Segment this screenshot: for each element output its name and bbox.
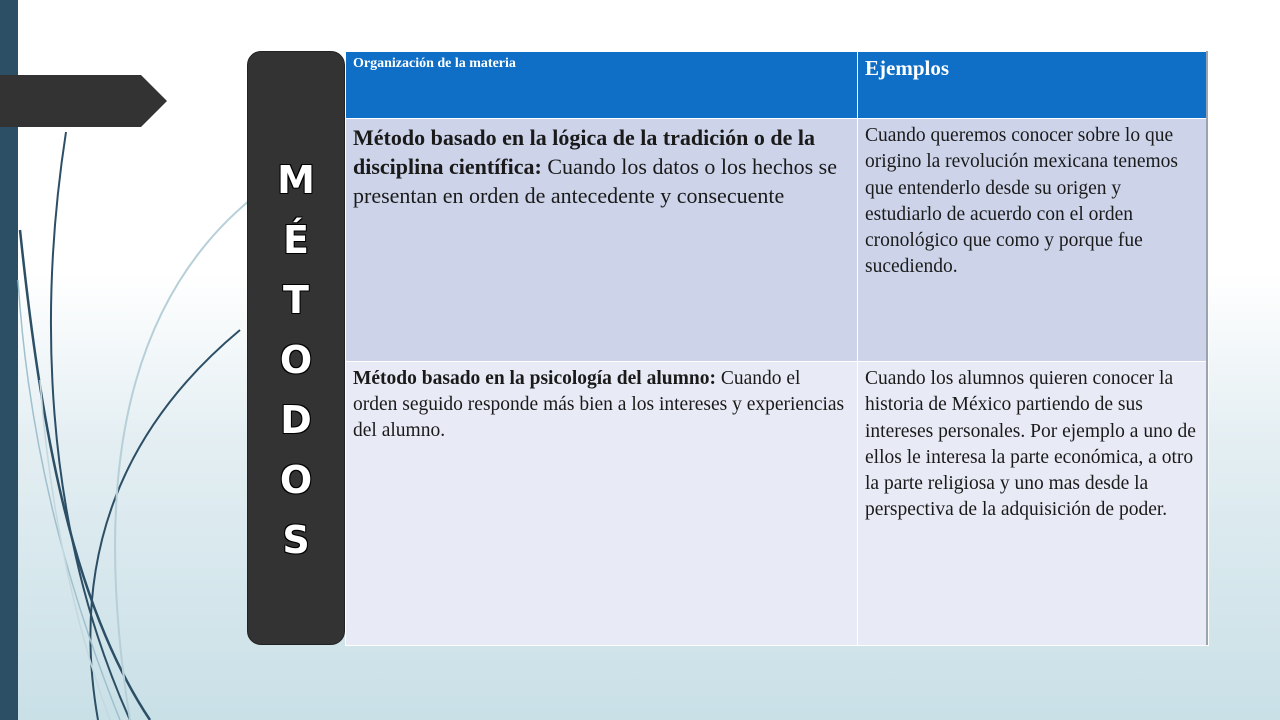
label-letter: O [279, 458, 313, 502]
table-edge-shadow [1206, 51, 1208, 645]
metodos-vertical-label [247, 51, 345, 645]
label-letter: É [283, 218, 309, 262]
label-letter: M [277, 158, 315, 202]
table-header-row [346, 52, 1209, 119]
label-letter: D [280, 398, 312, 442]
label-letter: S [282, 518, 310, 562]
table-row [346, 119, 1209, 362]
example-cell: Cuando los alumnos quieren conocer la historia de México partiendo de sus intereses personales. Por ejemplo a uno de ellos le interesa la parte económica, a otro la parte religiosa y uno mas desde la perspectiva de la adquisición de poder. [858, 362, 1209, 646]
label-letter: O [279, 338, 313, 382]
method-description: Cuando los datos o los hechos se presentan en orden de antecedente y consecuente [353, 154, 837, 208]
arrow-tab-shape [0, 75, 167, 127]
header-organizacion: Organización de la materia [346, 52, 858, 119]
method-description: Cuando el orden seguido responde más bien a los intereses y experiencias del alumno. [353, 368, 845, 441]
example-cell: Cuando queremos conocer sobre lo que origino la revolución mexicana tenemos que entenderlo desde su origen y estudiarlo de acuerdo con el orden cronológico que como y porque fue sucediendo. [858, 119, 1209, 362]
method-cell [346, 362, 858, 646]
method-cell [346, 119, 858, 362]
label-letter: T [283, 278, 309, 322]
table-row [346, 362, 1209, 646]
method-title: Método basado en la psicología del alumno: [353, 368, 716, 389]
method-title: Método basado en la lógica de la tradición o de la disciplina científica: [353, 125, 815, 179]
methods-table [345, 51, 1209, 646]
header-ejemplos: Ejemplos [858, 52, 1209, 119]
